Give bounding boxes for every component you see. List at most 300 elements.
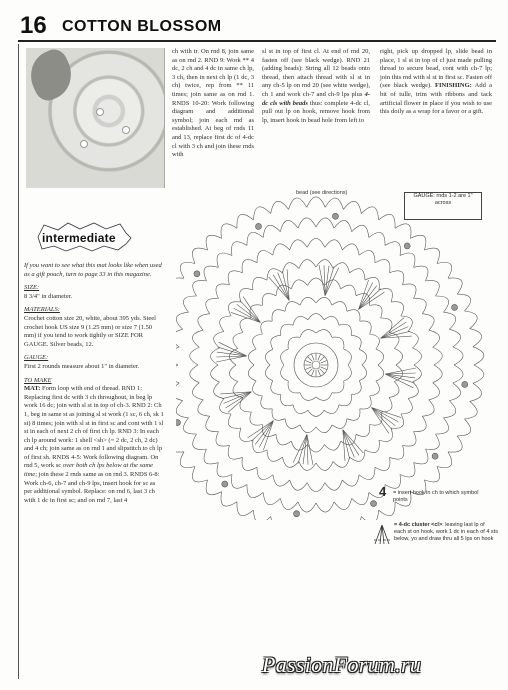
chart-stitch (356, 425, 370, 437)
chart-stitch (318, 354, 321, 360)
chart-stitch (452, 304, 458, 310)
chart-stitch (194, 271, 200, 277)
finishing-heading: FINISHING: (434, 82, 472, 90)
chart-stitch (381, 318, 404, 339)
chart-stitch (206, 480, 221, 495)
chart-stitch (316, 218, 334, 228)
chart-stitch (334, 220, 352, 231)
chart-stitch (453, 347, 463, 365)
chart-stitch (473, 365, 484, 383)
chart-stitch (290, 480, 308, 490)
insert-symbol-icon: 4 (379, 484, 387, 499)
chart-stitch (247, 232, 263, 245)
chart-stitch (261, 321, 272, 334)
chart-stitch (316, 502, 334, 512)
chart-stitch (265, 365, 272, 381)
chart-stitch (361, 510, 378, 520)
to-make-text-1: Form loop with end of thread. RND 1: Replacing first dc with 3 ch throughout, in beg lp work 16 dc; join with sl st in top of ch-3. RND 2: Ch 1, beg in same st as joining sl st work (1 sc, 6 ch, sk 1 st) 8 times; join with sl st in first sc and cont with 1 sl st in each of next 2 ch of first ch lp. RND 3: In each ch lp around work: 1 shell <sh> (= 2 dc, 2 ch, 2 dc) and 4 ch; join same as on rnd 1 and slipstitch to ch lp of first sh. RNDS 4-5: Work following diagram. On rnd 5, work sc (24, 385, 164, 470)
col3-text-1: sl st in top of first cl. At end of rnd 20, fasten off (see black wedge). RND 21 (adding beads): String all 12 beads onto thread, then attach thread with sl st in any ch-5 lp on rnd 20 (see white wedge), ch 1 and work ch-7 and ch-9 lps plus (262, 48, 370, 98)
chart-stitch (217, 463, 232, 477)
chart-stitch (473, 347, 484, 365)
chart-stitch (316, 425, 332, 433)
chart-stitch (276, 434, 291, 445)
chart-stitch (305, 360, 311, 363)
chart-stitch (300, 297, 316, 305)
legend-insert-text: = insert hook in ch to which symbol points (393, 490, 479, 503)
chart-stitch (343, 201, 361, 213)
chart-stitch (444, 312, 456, 329)
chart-stitch (350, 269, 366, 280)
chart-stitch (240, 318, 251, 333)
left-rule (18, 44, 19, 679)
chart-stitch (344, 365, 352, 381)
chart-stitch (316, 462, 333, 471)
chart-stitch (206, 298, 219, 313)
gauge-heading: GAUGE: (24, 354, 49, 362)
chart-stitch (448, 436, 462, 452)
chart-stitch (217, 253, 232, 267)
chart-stitch (432, 453, 438, 459)
chart-stitch (262, 294, 276, 306)
chart-stitch (325, 480, 343, 490)
chart-stitch (395, 224, 411, 238)
chart-stitch (273, 475, 290, 486)
chart-stitch (240, 289, 253, 302)
chart-stitch (457, 419, 471, 436)
chart-stitch (300, 330, 316, 338)
chart-stitch (271, 335, 281, 349)
chart-stitch (248, 365, 256, 381)
chart-stitch (193, 281, 207, 296)
chart-stitch (379, 428, 392, 441)
chart-stitch (240, 398, 251, 413)
col3-bold: 4-dc cls with beads (262, 90, 370, 107)
chart-stitch (218, 347, 247, 356)
chart-stitch (359, 365, 366, 381)
chart-stitch (449, 329, 460, 347)
chart-stitch (433, 365, 443, 383)
chart-stitch (381, 322, 407, 338)
chart-stitch (333, 457, 350, 467)
chart-stitch (400, 253, 415, 267)
chart-stitch (226, 392, 252, 408)
chart-stitch (192, 467, 207, 482)
chart-stitch (272, 409, 285, 420)
chart-stitch (426, 281, 440, 296)
chart-stitch (342, 244, 359, 255)
chart-stitch (408, 382, 418, 399)
chart-stitch (267, 450, 283, 461)
gauge-box (404, 192, 482, 220)
chart-stitch (307, 238, 325, 247)
chart-stitch (253, 334, 263, 349)
chart-stitch (308, 357, 313, 362)
chart-stitch (253, 207, 270, 220)
chart-stitch (351, 335, 361, 349)
chart-stitch (183, 418, 196, 434)
chart-stitch (265, 349, 272, 365)
chart-stitch (462, 381, 468, 387)
chart-stitch (263, 493, 280, 505)
chart-stitch (385, 374, 414, 383)
chart-stitch (324, 441, 340, 450)
skill-level-badge (36, 222, 132, 256)
chart-stitch (290, 240, 308, 250)
chart-stitch (375, 260, 390, 273)
pearl-bead (80, 140, 88, 148)
flower-leaf (26, 48, 80, 105)
chart-stitch (312, 361, 320, 369)
chart-stitch (233, 333, 243, 349)
chart-stitch (250, 412, 263, 425)
chart-stitch (332, 337, 344, 349)
chart-stitch (351, 381, 361, 395)
chart-stitch (470, 329, 482, 347)
chart-stitch (448, 278, 462, 294)
chart-stitch (308, 410, 324, 416)
chart-stitch (300, 425, 316, 433)
chart-stitch (321, 360, 327, 363)
chart-stitch (333, 263, 350, 273)
chart-stitch (221, 492, 237, 506)
chart-stitch (228, 414, 240, 428)
chart-stitch (401, 399, 412, 415)
chart-stitch (394, 348, 402, 365)
chart-stitch (180, 262, 195, 278)
chart-stitch (255, 421, 273, 445)
chart-stitch (240, 428, 253, 441)
chart-stitch (371, 501, 377, 507)
chart-stitch (370, 334, 380, 349)
chart-stitch (413, 348, 422, 365)
chart-stitch (293, 316, 308, 325)
bead-label: bead (see directions) (296, 190, 348, 196)
chart-stitch (437, 452, 452, 468)
chart-stitch (283, 263, 300, 273)
chart-stitch (192, 383, 203, 400)
chart-stitch (204, 266, 218, 281)
chart-stitch (361, 207, 378, 220)
chart-stitch (183, 296, 196, 312)
chart-stitch (321, 367, 327, 370)
chart-stitch (180, 452, 195, 468)
chart-stitch (316, 330, 332, 338)
chart-stitch (176, 420, 180, 426)
instructions-column-2 (172, 48, 254, 160)
chart-stitch (403, 284, 417, 299)
chart-stitch (308, 314, 324, 320)
chart-stitch (360, 396, 371, 409)
chart-stitch (449, 383, 460, 401)
chart-stitch (408, 332, 418, 349)
chart-stitch (343, 430, 364, 453)
chart-stitch (325, 198, 343, 209)
chart-stitch (255, 223, 261, 229)
chart-stitch (370, 305, 383, 318)
chart-stitch (176, 401, 188, 418)
chart-stitch (176, 436, 184, 452)
legend-cluster-bold: = 4-dc cluster <cl> (394, 522, 443, 528)
chart-stitch (311, 354, 314, 360)
chart-stitch (457, 294, 471, 311)
chart-stitch (316, 297, 332, 305)
chart-stitch (359, 467, 375, 479)
chart-stitch (176, 365, 179, 383)
pearl-bead (122, 126, 130, 134)
chart-stitch (369, 232, 385, 245)
chart-stitch (391, 302, 403, 316)
chart-stitch (305, 367, 311, 370)
to-make-heading: TO MAKE (24, 376, 52, 384)
chart-stitch (271, 516, 289, 520)
gauge-box-text: GAUGE: rnds 1-2 are 1" across (413, 193, 473, 206)
mat-label: MAT: (24, 385, 41, 393)
chart-stitch (422, 314, 434, 330)
chart-stitch (283, 457, 300, 467)
chart-stitch (414, 449, 428, 464)
chart-stitch (271, 381, 281, 395)
chart-stitch (192, 248, 207, 263)
pearl-bead (96, 108, 104, 116)
chart-stitch (360, 321, 371, 334)
chart-stitch (332, 302, 347, 312)
chart-stitch (433, 347, 443, 365)
chart-stitch (379, 214, 395, 228)
chart-stitch (376, 349, 384, 365)
chart-stitch (372, 408, 399, 422)
chart-stitch (298, 502, 316, 512)
chart-stitch (288, 381, 300, 393)
chart-stitch (192, 330, 203, 347)
chart-stitch (214, 382, 224, 399)
col3-text-2: thus: complete 4-dc cl, pull out lp on hook, remove hook from lp, insert hook in bead hole from left to (262, 99, 370, 124)
chart-stitch (261, 396, 272, 409)
chart-stitch (437, 262, 452, 278)
chart-stitch (316, 393, 332, 401)
left-column (24, 262, 164, 510)
chart-stitch (359, 286, 377, 310)
gauge-text: First 2 rounds measure about 1" in diameter. (24, 362, 140, 370)
chart-stitch (424, 248, 439, 263)
chart-stitch (344, 349, 352, 365)
chart-stitch (176, 347, 179, 365)
chart-stitch (381, 318, 392, 333)
chart-stitch (280, 220, 298, 231)
chart-stitch (228, 445, 242, 459)
chart-stitch (307, 483, 325, 492)
chart-stitch (403, 432, 417, 447)
skill-level-label: intermediate (42, 231, 116, 245)
chart-stitch (332, 381, 344, 393)
chart-stitch (193, 434, 207, 449)
chart-stitch (211, 365, 220, 382)
chart-stitch (390, 445, 404, 459)
chart-stitch (379, 289, 392, 302)
chart-stitch (237, 502, 253, 516)
crochet-diagram (176, 190, 494, 520)
chart-stitch (414, 266, 428, 281)
chart-stitch (242, 457, 257, 470)
chart-stitch (352, 493, 369, 505)
chart-stitch (470, 383, 482, 401)
pattern-number: 16 (20, 12, 47, 39)
chart-stitch (339, 395, 351, 406)
chart-stitch (413, 365, 422, 382)
chart-stitch (325, 267, 334, 296)
chart-stitch (453, 365, 463, 383)
size-heading: SIZE: (24, 284, 40, 292)
chart-stitch (211, 348, 220, 365)
chart-stitch (198, 400, 210, 416)
chart-stitch (465, 401, 478, 419)
chart-stitch (263, 225, 280, 237)
chart-stitch (389, 382, 399, 398)
chart-stitch (334, 498, 352, 509)
chart-stitch (281, 349, 289, 365)
chart-stitch (298, 434, 307, 463)
chart-stitch (347, 310, 360, 321)
chart-stitch (332, 419, 347, 429)
chart-stitch (343, 516, 361, 520)
chart-stitch (299, 260, 316, 269)
chart-stitch (436, 296, 449, 312)
chart-stitch (176, 383, 183, 401)
chart-stitch (385, 242, 400, 256)
chart-stitch (339, 324, 351, 335)
chart-stitch (385, 475, 400, 489)
chart-stitch (280, 498, 298, 509)
chart-stitch (253, 381, 263, 396)
chart-stitch (285, 419, 300, 429)
chart-stitch (214, 332, 224, 349)
chart-stitch (228, 392, 251, 413)
instructions-column-4 (380, 48, 492, 117)
chart-stitch (237, 214, 253, 228)
chart-stitch (325, 240, 343, 250)
chart-stitch (285, 302, 300, 312)
chart-stitch (318, 370, 321, 376)
chart-stitch (381, 398, 392, 413)
materials-text: Crochet cotton size 20, white, about 395 yds. Steel crochet hook US size 9 (1.25 mm) or size 7 (1.50 mm) if you tend to work tightly or SIZE FOR GAUGE. Silver beads, 12. (24, 314, 156, 348)
chart-stitch (347, 409, 360, 420)
chart-stitch (370, 381, 380, 396)
chart-stitch (429, 330, 440, 347)
chart-stitch (298, 218, 316, 228)
chart-stitch (424, 467, 439, 482)
chart-stitch (271, 201, 289, 213)
chart-stitch (242, 260, 257, 273)
chart-stitch (342, 475, 359, 486)
chart-stitch (300, 393, 316, 401)
chart-stitch (281, 395, 293, 406)
cluster-symbol-icon (372, 522, 392, 546)
chart-stitch (176, 312, 188, 329)
chart-stitch (220, 316, 231, 332)
site-watermark: PassionForum.ru (262, 652, 422, 677)
chart-stitch (372, 408, 396, 426)
chart-stitch (216, 432, 230, 447)
chart-stitch (257, 251, 273, 263)
materials-heading: MATERIALS: (24, 306, 60, 314)
chart-stitch (390, 271, 404, 285)
chart-stitch (414, 298, 427, 313)
size-text: 8 3/4" in diameter. (24, 292, 73, 300)
chart-stitch (176, 329, 183, 347)
chart-stitch (465, 311, 478, 329)
chart-stitch (375, 457, 390, 470)
chart-stitch (404, 243, 410, 249)
chart-stitch (281, 365, 289, 381)
chart-stitch (444, 401, 456, 418)
instructions-column-3 (262, 48, 370, 125)
chart-stitch (320, 369, 325, 374)
chart-stitch (308, 369, 313, 374)
chart-stitch (376, 365, 384, 381)
chart-stitch (272, 310, 285, 321)
chart-stitch (253, 510, 270, 520)
pattern-title: COTTON BLOSSOM (62, 18, 222, 35)
chart-stitch (426, 434, 440, 449)
chart-stitch (316, 260, 333, 269)
chart-stitch (343, 430, 359, 456)
intro-note: If you want to see what this mat looks like when used as a gift pouch, turn to page 33 in this magazine. (24, 262, 162, 278)
chart-stitch (307, 197, 325, 207)
chart-stitch (190, 365, 200, 383)
chart-stitch (237, 304, 261, 322)
chart-stitch (294, 511, 300, 517)
chart-stitch (204, 449, 218, 464)
chart-stitch (257, 467, 273, 479)
chart-stitch (332, 213, 338, 219)
col4-text-1: right, pick up dropped lp, slide bead in place, 1 sl st in top of cl just made pulling thread to secure bead, cont with ch-7 lp; join this rnd with sl st in first sc. Fasten off (see black wedge). (380, 48, 492, 90)
chart-stitch (291, 280, 307, 289)
legend-cluster-text: : leaving last lp of each st on hook, work 1 dc in each of 4 sts below, yo and draw thru all 5 lps on hook (394, 522, 498, 542)
chart-stitch (288, 337, 300, 349)
chart-stitch (400, 463, 415, 477)
chart-stitch (234, 308, 261, 322)
chart-stitch (247, 485, 263, 498)
chart-stitch (324, 316, 339, 325)
chart-stitch (176, 278, 184, 294)
chart-stitch (281, 324, 293, 335)
chart-stitch (232, 475, 247, 489)
chart-stitch (341, 285, 356, 296)
chart-stitch (359, 349, 366, 365)
chart-stitch (216, 284, 230, 299)
chart-stitch (273, 244, 290, 255)
chart-stitch (206, 416, 219, 431)
chart-stitch (410, 235, 425, 250)
col4-text-2: Add a bit of tulle, trim with ribbons and tack artificial flower in place if you wish to use this doily as a wrap for a favor or a gift. (380, 82, 492, 116)
chart-stitch (253, 277, 267, 289)
chart-stitch (294, 343, 338, 387)
chart-stitch (190, 347, 200, 365)
chart-stitch (273, 275, 289, 301)
chart-stitch (289, 198, 307, 209)
chart-stitch (311, 370, 314, 376)
pattern-header (18, 14, 496, 42)
chart-stitch (359, 251, 375, 263)
chart-stitch (365, 440, 379, 452)
doily-photo (26, 48, 165, 188)
to-make-italic: over both ch lps below at the same time (24, 462, 153, 479)
chart-stitch (222, 481, 228, 487)
chart-stitch (198, 314, 210, 330)
chart-stitch (320, 357, 325, 362)
chart-stitch (299, 462, 316, 471)
to-make-text-2: ; join these 2 rnds same as on rnd 3. RNDS 6-8: Work ch-6, ch-7 and ch-9 lps, insert hook for sc as per additional symbol. Replace: on rnd 6, last 3 ch with 1 dc in first sc; and on rnd 7, last 4 (24, 471, 160, 504)
chart-stitch (436, 418, 449, 434)
